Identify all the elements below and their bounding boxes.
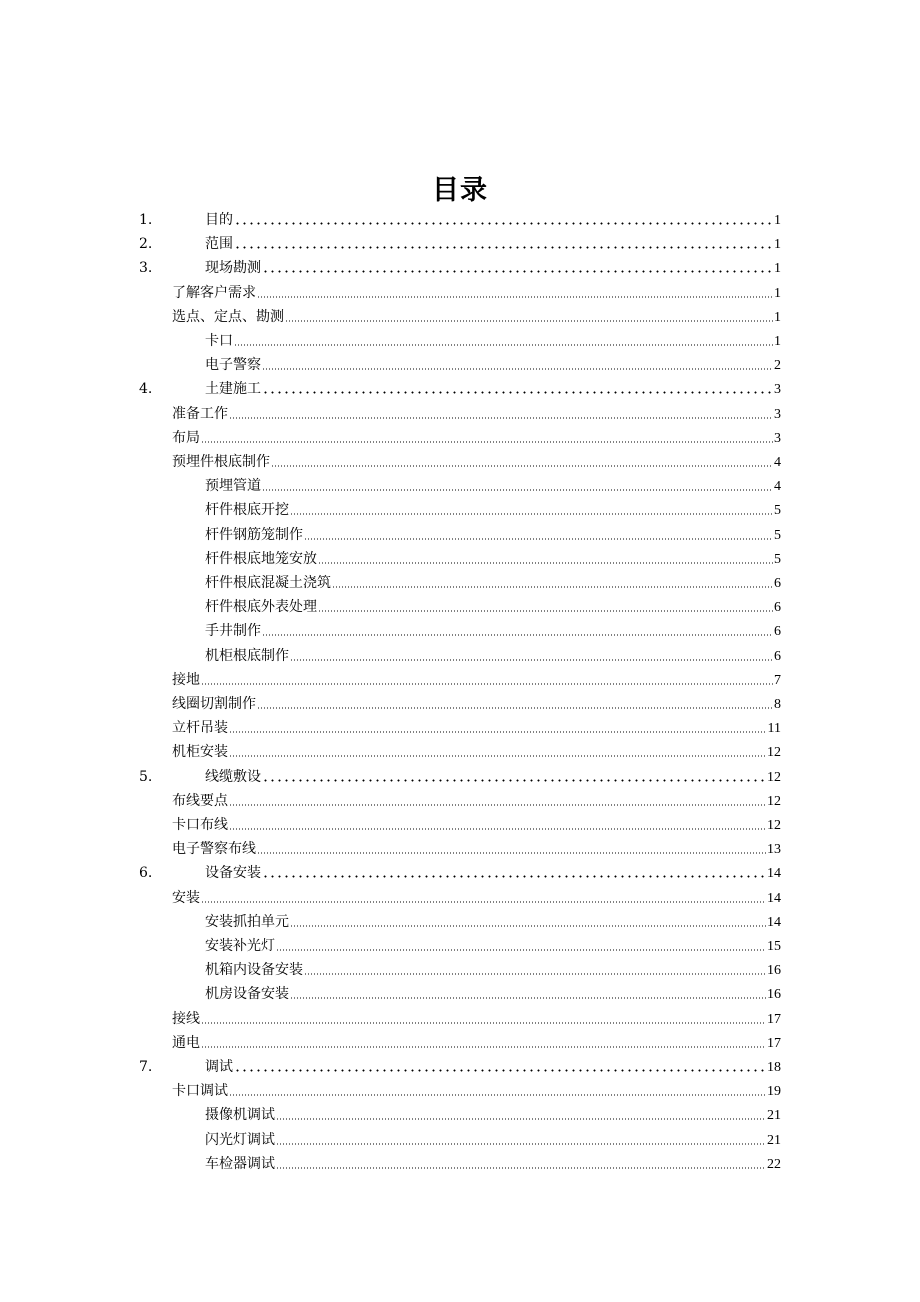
toc-entry-title: 车检器调试	[205, 1155, 275, 1172]
toc-entry-title: 线缆敷设	[205, 768, 261, 785]
toc-entry-title: 安装补光灯	[205, 938, 275, 954]
toc-entry-title: 机房设备安装	[205, 986, 289, 1003]
toc-entry-page: 21	[767, 1132, 781, 1148]
toc-entry-title: 机箱内设备安装	[205, 962, 303, 979]
dot-leader	[318, 608, 773, 612]
toc-entry-page: 3	[774, 430, 781, 446]
toc-entry-page: 14	[767, 914, 781, 930]
dot-leader	[234, 243, 773, 249]
toc-entry-title: 目的	[205, 212, 233, 228]
dot-leader	[257, 705, 773, 709]
toc-entry-page: 18	[767, 1060, 781, 1075]
toc-entry[interactable]	[0, 958, 920, 982]
toc-entry-page: 8	[774, 697, 781, 712]
toc-entry[interactable]	[0, 644, 920, 668]
dot-leader	[276, 1165, 766, 1169]
toc-entry-page: 22	[767, 1156, 781, 1172]
toc-entry-page: 17	[767, 1035, 781, 1051]
toc-entry-page: 5	[774, 503, 781, 519]
toc-entry-page: 14	[767, 890, 781, 906]
toc-entry[interactable]	[0, 474, 920, 498]
toc-entry-title: 预埋件根底制作	[172, 454, 270, 470]
toc-entry-page: 19	[767, 1084, 781, 1100]
toc-entry-title: 摄像机调试	[205, 1107, 275, 1124]
toc-entry-page: 14	[767, 866, 781, 882]
toc-entry[interactable]	[0, 692, 920, 716]
toc-entry[interactable]	[0, 1128, 920, 1152]
dot-leader	[229, 826, 766, 830]
toc-entry-title: 闪光灯调试	[205, 1131, 275, 1148]
toc-entry-number: 1.	[139, 212, 153, 228]
toc-entry-page: 4	[774, 479, 781, 495]
toc-entry-title: 安装抓拍单元	[205, 913, 289, 930]
toc-entry-page: 2	[774, 358, 781, 374]
dot-leader	[285, 318, 773, 322]
toc-entry-title: 杆件根底地笼安放	[205, 550, 317, 567]
toc-entry[interactable]	[0, 426, 920, 450]
toc-entry-page: 7	[774, 672, 781, 688]
dot-leader	[229, 802, 766, 806]
toc-entry-title: 卡口调试	[172, 1083, 228, 1100]
toc-entry[interactable]	[0, 595, 920, 619]
dot-leader	[234, 219, 773, 225]
dot-leader	[201, 1020, 766, 1024]
toc-entry[interactable]	[0, 571, 920, 595]
toc-entry-page: 12	[767, 769, 781, 785]
toc-entry[interactable]	[0, 305, 920, 329]
dot-leader	[262, 366, 773, 370]
toc-entry[interactable]	[0, 934, 920, 958]
toc-entry-title: 手井制作	[205, 623, 261, 640]
toc-entry-page: 1	[774, 213, 781, 228]
toc-entry-title: 安装	[172, 889, 200, 906]
toc-entry-title: 选点、定点、勘测	[172, 308, 284, 325]
toc-entry-title: 了解客户需求	[172, 284, 256, 301]
toc-entry[interactable]	[0, 208, 920, 232]
dot-leader	[332, 584, 773, 588]
toc-entry-page: 12	[767, 745, 781, 761]
toc-entry-title: 接线	[172, 1010, 200, 1027]
toc-entry-page: 1	[774, 334, 781, 349]
dot-leader	[271, 463, 773, 467]
toc-entry[interactable]	[0, 1079, 920, 1103]
dot-leader	[229, 753, 766, 757]
toc-entry-page: 1	[774, 309, 781, 325]
toc-entry[interactable]	[0, 837, 920, 861]
dot-leader	[290, 511, 773, 515]
toc-entry[interactable]	[0, 765, 920, 789]
toc-entry[interactable]	[0, 1055, 920, 1079]
toc-entry-page: 6	[774, 600, 781, 616]
toc-entry-title: 土建施工	[205, 381, 261, 398]
dot-leader	[318, 560, 773, 564]
dot-leader	[304, 971, 766, 975]
toc-entry[interactable]	[0, 353, 920, 377]
toc-entry[interactable]	[0, 1152, 920, 1176]
toc-entry-title: 立杆吊装	[172, 720, 228, 737]
dot-leader	[229, 729, 767, 733]
toc-entry-title: 布线要点	[172, 792, 228, 809]
toc-entry[interactable]	[0, 1103, 920, 1127]
toc-entry-number: 2.	[139, 236, 153, 253]
toc-entry[interactable]	[0, 498, 920, 522]
dot-leader	[229, 1092, 766, 1096]
page-title: 目录	[432, 175, 488, 206]
toc-entry-page: 6	[774, 624, 781, 640]
dot-leader	[276, 947, 766, 951]
toc-entry-number: 7.	[139, 1059, 153, 1075]
toc-entry[interactable]	[0, 716, 920, 740]
toc-entry-page: 16	[767, 987, 781, 1003]
toc-entry[interactable]	[0, 256, 920, 280]
toc-entry-title: 杆件钢筋笼制作	[205, 526, 303, 543]
toc-entry-title: 布局	[172, 429, 200, 446]
dot-leader	[229, 415, 773, 419]
toc-entry-page: 21	[767, 1108, 781, 1124]
toc-entry-page: 13	[767, 842, 781, 858]
toc-entry-title: 机柜根底制作	[205, 647, 289, 664]
toc-entry[interactable]	[0, 377, 920, 401]
dot-leader	[262, 872, 766, 878]
dot-leader	[262, 388, 773, 394]
toc-entry[interactable]	[0, 668, 920, 692]
toc-entry-page: 16	[767, 963, 781, 979]
dot-leader	[290, 995, 766, 999]
toc-entry-title: 接地	[172, 671, 200, 688]
toc-entry[interactable]	[0, 813, 920, 837]
dot-leader	[201, 439, 773, 443]
toc-entry-page: 17	[767, 1011, 781, 1027]
toc-entry-title: 设备安装	[205, 865, 261, 882]
dot-leader	[262, 776, 766, 782]
toc-entry[interactable]	[0, 329, 920, 353]
toc-entry[interactable]	[0, 740, 920, 764]
dot-leader	[201, 1044, 766, 1048]
toc-entry-title: 卡口布线	[172, 817, 228, 833]
toc-entry-title: 通电	[172, 1034, 200, 1051]
toc-entry[interactable]	[0, 281, 920, 305]
toc-entry-title: 杆件根底混凝土浇筑	[205, 575, 331, 591]
dot-leader	[201, 681, 773, 685]
toc-entry-page: 3	[774, 406, 781, 422]
toc-entry[interactable]	[0, 523, 920, 547]
toc-entry[interactable]	[0, 982, 920, 1006]
toc-entry-page: 15	[767, 939, 781, 954]
dot-leader	[262, 487, 773, 491]
toc-entry-number: 5.	[139, 768, 153, 785]
toc-entry[interactable]	[0, 1031, 920, 1055]
dot-leader	[262, 267, 773, 273]
dot-leader	[304, 536, 773, 540]
toc-entry[interactable]	[0, 910, 920, 934]
dot-leader	[234, 1066, 766, 1072]
toc-entry-number: 4.	[139, 381, 153, 398]
toc-entry[interactable]	[0, 1007, 920, 1031]
toc-entry-page: 12	[767, 793, 781, 809]
dot-leader	[276, 1141, 766, 1145]
toc-entry-page: 1	[774, 285, 781, 301]
toc-entry[interactable]	[0, 547, 920, 571]
dot-leader	[201, 899, 766, 903]
toc-entry-page: 4	[774, 455, 781, 470]
toc-entry[interactable]	[0, 402, 920, 426]
toc-entry-page: 6	[774, 648, 781, 664]
dot-leader	[290, 657, 773, 661]
toc-entry-title: 调试	[205, 1059, 233, 1075]
toc-entry[interactable]	[0, 232, 920, 256]
toc-entry-page: 12	[767, 818, 781, 833]
toc-entry-title: 电子警察布线	[172, 841, 256, 858]
toc-entry-title: 范围	[205, 236, 233, 253]
toc-entry[interactable]	[0, 450, 920, 474]
toc-entry-title: 杆件根底开挖	[205, 502, 289, 519]
toc-entry[interactable]	[0, 886, 920, 910]
dot-leader	[290, 923, 766, 927]
toc-entry-title: 电子警察	[205, 357, 261, 374]
dot-leader	[262, 632, 773, 636]
toc-entry-page: 5	[774, 551, 781, 567]
toc-entry-page: 5	[774, 527, 781, 543]
toc-entry-page: 1	[774, 237, 781, 253]
dot-leader	[257, 850, 766, 854]
toc-entry-title: 杆件根底外表处理	[205, 599, 317, 616]
toc-entry-title: 准备工作	[172, 405, 228, 422]
toc-entry-number: 3.	[139, 260, 153, 277]
dot-leader	[234, 342, 773, 346]
toc-entry-title: 预埋管道	[205, 478, 261, 495]
dot-leader	[257, 294, 773, 298]
toc-entry-title: 卡口	[205, 333, 233, 349]
toc-entry-title: 现场勘测	[205, 260, 261, 277]
toc-entry-title: 线圈切割制作	[172, 696, 256, 712]
toc-entry[interactable]	[0, 861, 920, 885]
toc-entry[interactable]	[0, 789, 920, 813]
toc-entry-number: 6.	[139, 865, 153, 882]
toc-entry-page: 11	[767, 721, 781, 737]
toc-entry-page: 1	[774, 261, 781, 277]
toc-entry-title: 机柜安装	[172, 744, 228, 761]
toc-entry[interactable]	[0, 619, 920, 643]
toc-entry-page: 3	[774, 382, 781, 398]
dot-leader	[276, 1116, 766, 1120]
toc-entry-page: 6	[774, 576, 781, 591]
